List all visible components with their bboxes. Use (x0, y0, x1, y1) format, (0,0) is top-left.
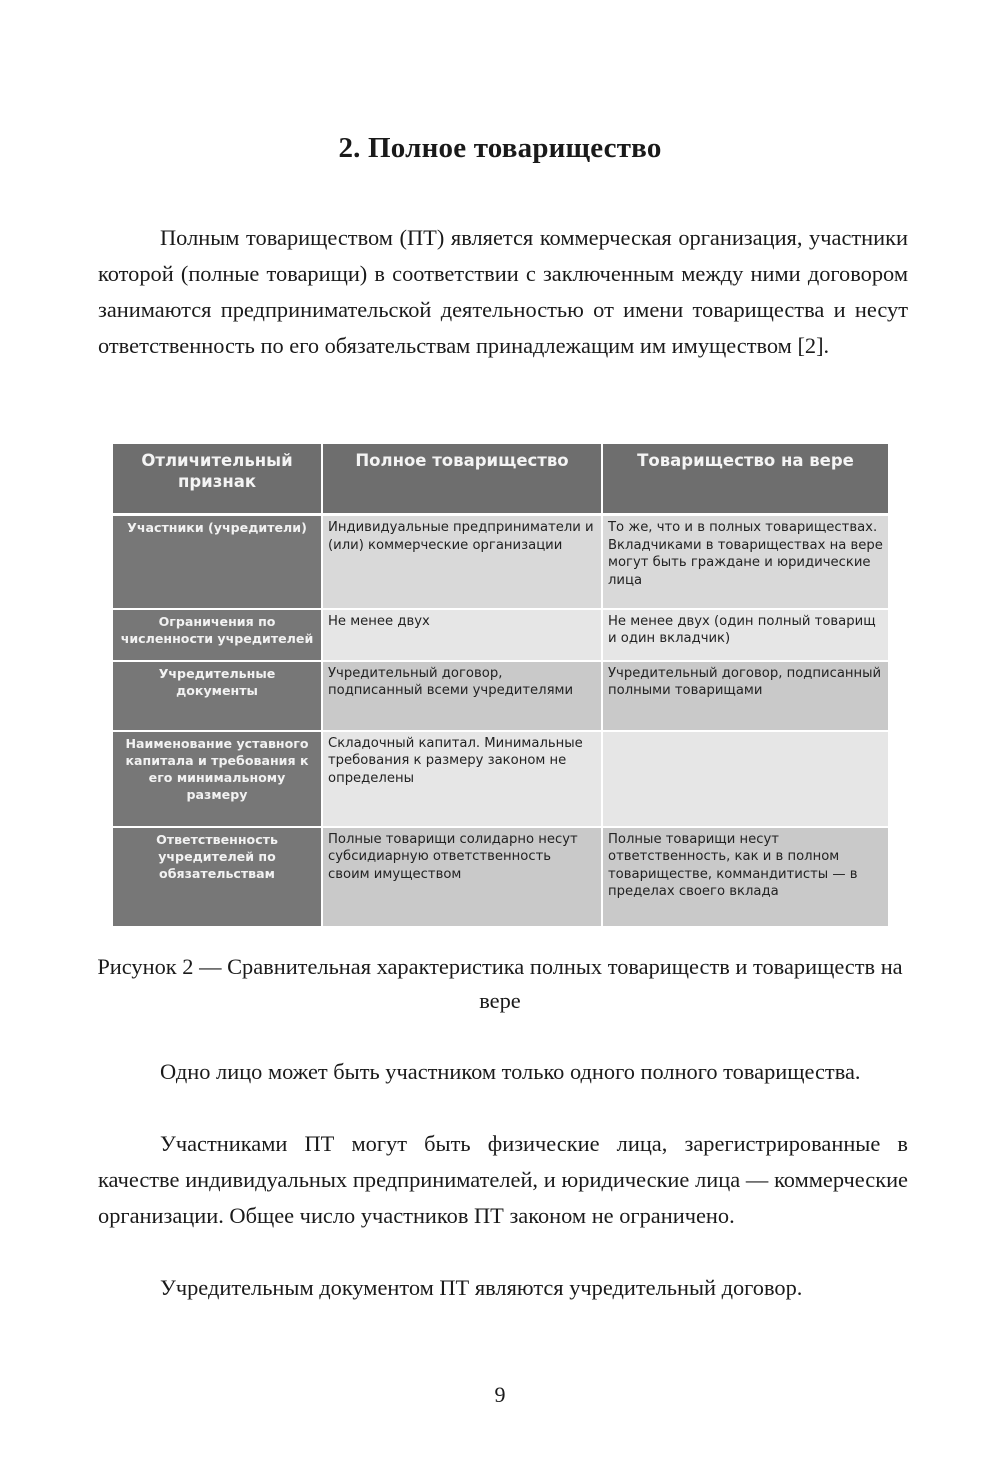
intro-text: Полным товариществом (ПТ) является коммерческая организация, участники которой (полные товарищи) в соответствии с заключенным между ними договором занимаются предпринимательской деятельностью от имени товарищества и несут ответственность по его обязательствам принадлежащим им имуществом [2]. (98, 225, 908, 358)
row-limited: То же, что и в полных товариществах. Вкладчиками в товариществах на вере могут быть граждане и юридические лица (602, 515, 888, 609)
section-heading: 2. Полное товарищество (338, 132, 662, 164)
header-feature: Отличительный признак (113, 444, 322, 515)
row-feature: Ответственность учредителей по обязательствам (113, 827, 322, 928)
comparison-table (113, 444, 888, 928)
intro-paragraph (98, 220, 908, 364)
header-limited-partnership: Товарищество на вере (602, 444, 888, 515)
row-limited (602, 731, 888, 827)
row-full: Учредительный договор, подписанный всеми учредителями (322, 661, 602, 731)
row-limited: Не менее двух (один полный товарищ и один вкладчик) (602, 609, 888, 661)
table-header-row (113, 444, 888, 515)
paragraph (98, 1054, 908, 1090)
paragraph (98, 1126, 908, 1234)
table-row (113, 609, 888, 661)
row-full: Полные товарищи солидарно несут субсидиарную ответственность своим имуществом (322, 827, 602, 928)
paragraph-text: Учредительным документом ПТ являются учредительный договор. (160, 1275, 803, 1300)
table-row (113, 827, 888, 928)
paragraph-text: Участниками ПТ могут быть физические лица, зарегистрированные в качестве индивидуальных предпринимателей, и юридические лица — коммерческие организации. Общее число участников ПТ законом не ограничено. (98, 1131, 908, 1228)
row-feature: Учредительные документы (113, 661, 322, 731)
table-row (113, 731, 888, 827)
header-full-partnership: Полное товарищество (322, 444, 602, 515)
row-full: Индивидуальные предприниматели и (или) коммерческие организации (322, 515, 602, 609)
row-full: Складочный капитал. Минимальные требования к размеру законом не определены (322, 731, 602, 827)
row-full: Не менее двух (322, 609, 602, 661)
table-row (113, 515, 888, 609)
row-feature: Наименование уставного капитала и требования к его минимальному размеру (113, 731, 322, 827)
row-feature: Ограничения по численности учредителей (113, 609, 322, 661)
comparison-figure (113, 444, 888, 928)
row-feature: Участники (учредители) (113, 515, 322, 609)
paragraph-text: Одно лицо может быть участником только одного полного товарищества. (160, 1059, 861, 1084)
page-number: 9 (494, 1382, 506, 1407)
figure-caption: Рисунок 2 — Сравнительная характеристика полных товариществ и товариществ на вере (97, 954, 903, 1013)
row-limited: Учредительный договор, подписанный полными товарищами (602, 661, 888, 731)
paragraph (98, 1270, 908, 1306)
row-limited: Полные товарищи несут ответственность, как и в полном товариществе, коммандитисты — в пределах своего вклада (602, 827, 888, 928)
table-row (113, 661, 888, 731)
